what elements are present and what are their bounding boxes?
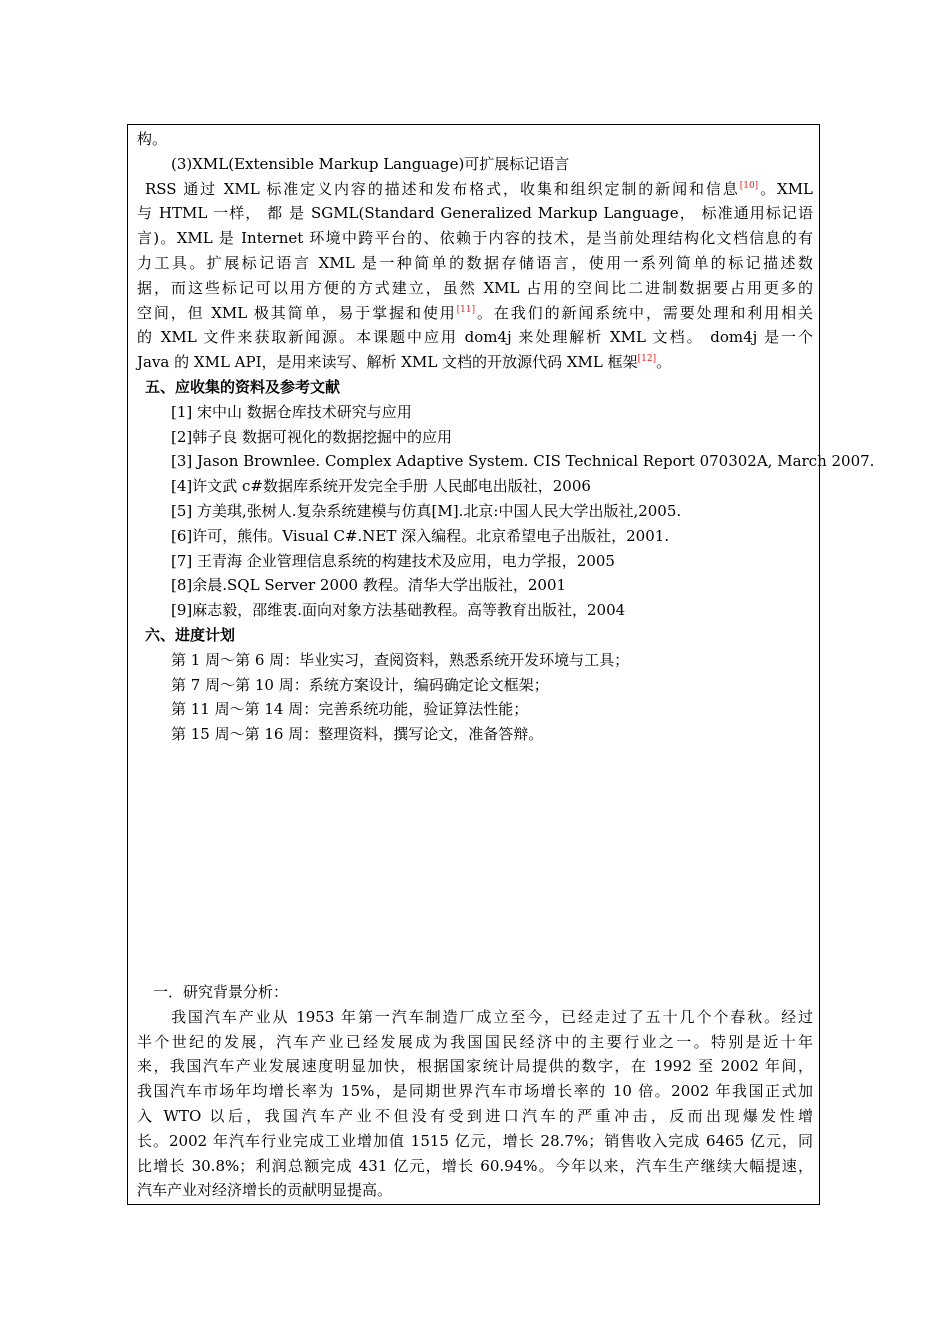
xml-paragraph-line: 的 XML 文件来获取新闻源。本课题中应用 dom4j 来处理解析 XML 文档。 dom4j 是一个	[137, 328, 813, 347]
schedule-item: 第 7 周～第 10 周：系统方案设计，编码确定论文框架；	[171, 675, 549, 694]
reference-list	[137, 400, 875, 623]
reference-item: [6]许可，熊伟。Visual C#.NET 深入编程。北京希望电子出版社，2001.	[171, 526, 670, 545]
xml-paragraph-line: Java 的 XML API，是用来读写、解析 XML 文档的开放源代码 XML 框架[12]。	[137, 353, 672, 372]
background-line: 入 WTO 以后，我国汽车产业不但没有受到进口汽车的严重冲击，反而出现爆发性增	[137, 1106, 813, 1125]
reference-item: [5] 方美琪,张树人.复杂系统建模与仿真[M].北京:中国人民大学出版社,2005.	[171, 501, 682, 520]
background-line: 长。2002 年汽车行业完成工业增加值 1515 亿元，增长 28.7%；销售收入完成 6465 亿元，同	[137, 1131, 813, 1150]
reference-item: [7] 王青海 企业管理信息系统的构建技术及应用，电力学报，2005	[171, 551, 615, 570]
reference-item: [3] Jason Brownlee. Complex Adaptive System. CIS Technical Report 070302A, March 2007.	[171, 452, 875, 471]
section-5-heading: 五、应收集的资料及参考文献	[145, 377, 341, 396]
xml-paragraph-line: 言)。XML 是 Internet 环境中跨平台的、依赖于内容的技术，是当前处理结构化文档信息的有	[137, 229, 813, 248]
xml-subheading: (3)XML(Extensible Markup Language)可扩展标记语言	[171, 154, 570, 173]
section-6-heading: 六、进度计划	[145, 625, 236, 644]
schedule-list	[137, 648, 813, 747]
xml-paragraph	[137, 177, 813, 375]
xml-paragraph-line: 力工具。扩展标记语言 XML 是一种简单的数据存储语言，使用一系列简单的标记描述数	[137, 253, 813, 272]
schedule-item: 第 15 周～第 16 周：整理资料，撰写论文，准备答辩。	[171, 725, 544, 744]
xml-paragraph-line: 据，而这些标记可以用方便的方式建立，虽然 XML 占用的空间比二进制数据要占用更多的	[137, 278, 813, 297]
paragraph-fragment: 构。	[137, 130, 168, 148]
background-line: 来，我国汽车产业发展速度明显加快，根据国家统计局提供的数字，在 1992 至 2002 年间，	[137, 1057, 813, 1076]
reference-item: [4]许文武 c#数据库系统开发完全手册 人民邮电出版社，2006	[171, 477, 591, 496]
reference-item: [1] 宋中山 数据仓库技术研究与应用	[171, 402, 412, 421]
citation-12[interactable]: [12]	[637, 354, 657, 365]
blank-space	[137, 747, 813, 980]
background-line: 我国汽车产业从 1953 年第一汽车制造厂成立至今，已经走过了五十几个个春秋。经过	[171, 1007, 813, 1026]
xml-paragraph-line: 与 HTML 一样， 都 是 SGML(Standard Generalized Markup Language， 标准通用标记语	[137, 204, 813, 223]
reference-item: [2]韩子良 数据可视化的数据挖掘中的应用	[171, 427, 453, 446]
background-heading: 一．研究背景分析：	[153, 982, 289, 1001]
reference-item: [8]余晨.SQL Server 2000 教程。清华大学出版社，2001	[171, 576, 567, 595]
background-line: 半个世纪的发展，汽车产业已经发展成为我国国民经济中的主要行业之一。特别是近十年	[137, 1032, 813, 1051]
citation-10[interactable]: [10]	[739, 180, 759, 191]
schedule-item: 第 1 周～第 6 周：毕业实习，查阅资料，熟悉系统开发环境与工具；	[171, 650, 630, 669]
background-paragraph	[137, 1005, 813, 1203]
background-line: 比增长 30.8%；利润总额完成 431 亿元，增长 60.94%。今年以来，汽车生产继续大幅提速，	[137, 1156, 813, 1175]
background-line: 汽车产业对经济增长的贡献明显提高。	[137, 1181, 393, 1200]
schedule-item: 第 11 周～第 14 周：完善系统功能，验证算法性能；	[171, 700, 529, 719]
xml-paragraph-line: RSS 通过 XML 标准定义内容的描述和发布格式，收集和组织定制的新闻和信息[10]。XML	[145, 179, 814, 198]
xml-paragraph-line: 空间，但 XML 极其简单，易于掌握和使用[11]。在我们的新闻系统中，需要处理和利用相关	[137, 303, 813, 322]
citation-11[interactable]: [11]	[456, 304, 476, 315]
reference-item: [9]麻志毅，邵维衷.面向对象方法基础教程。高等教育出版社，2004	[171, 601, 626, 620]
document-body	[137, 127, 875, 1203]
background-line: 我国汽车市场年均增长率为 15%，是同期世界汽车市场增长率的 10 倍。2002 年我国正式加	[137, 1082, 813, 1101]
